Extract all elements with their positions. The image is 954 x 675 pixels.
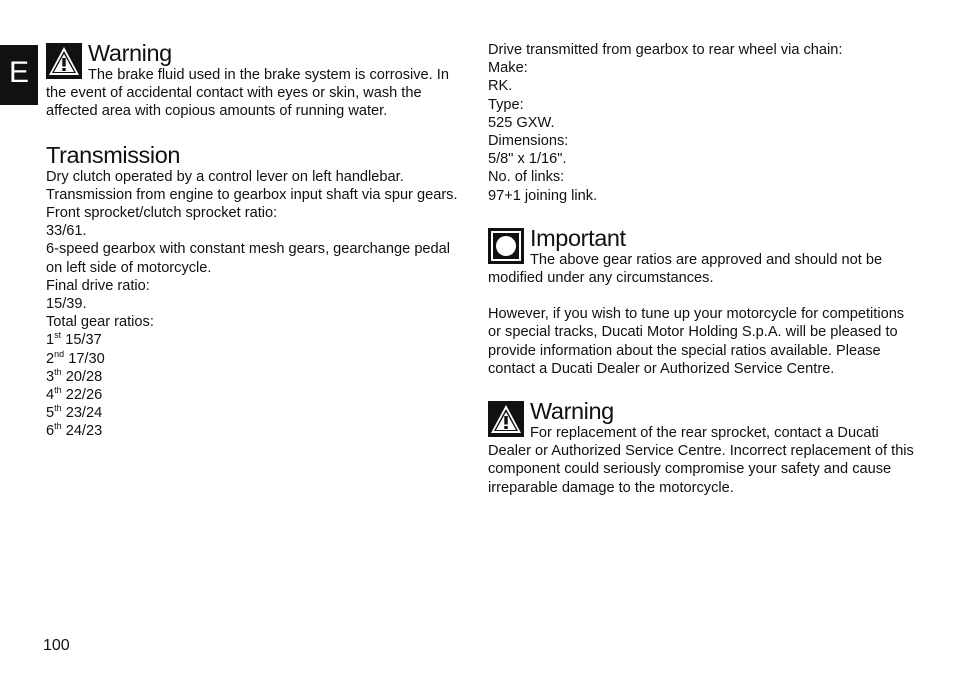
warning-text: For replacement of the rear sprocket, contact a Ducati Dealer or Authorized Service Centre. Incorrect replacement of this component could seriously compromise your safety and cause irreparable damage to the motorcycle. xyxy=(488,425,914,496)
chain-line: RK. xyxy=(488,78,513,95)
important-text: The above gear ratios are approved and should not be modified under any circumstances. xyxy=(488,251,883,287)
chain-line: Type: xyxy=(488,96,524,113)
transmission-line: Total gear ratios: xyxy=(46,314,154,331)
gear-ratio-row: 5th 23/24 xyxy=(46,403,103,422)
page-number: 100 xyxy=(43,637,70,654)
transmission-line: Dry clutch operated by a control lever on left handlebar. xyxy=(46,168,404,185)
chain-line: Dimensions: xyxy=(488,133,569,150)
chain-line: No. of links: xyxy=(488,169,565,186)
section-tab: E xyxy=(0,45,38,105)
transmission-line: Transmission from engine to gearbox input shaft via spur gears. xyxy=(46,186,458,203)
chain-line: Make: xyxy=(488,60,528,77)
important-title: Important xyxy=(530,224,626,251)
warning-title: Warning xyxy=(530,398,614,425)
transmission-line: Front sprocket/clutch sprocket ratio: xyxy=(46,205,278,222)
right-column xyxy=(488,41,914,497)
left-column xyxy=(46,40,470,441)
important-followup: However, if you wish to tune up your motorcycle for competitions or special tracks, Ducati Motor Holding S.p.A. will be pleased to provide information about the special ratios available. Please contact a Ducati Dealer or Authorized Service Centre. xyxy=(488,306,905,377)
transmission-section xyxy=(46,142,470,441)
gear-ratio-row: 6th 24/23 xyxy=(46,421,103,440)
warning-rear-sprocket xyxy=(488,398,914,497)
important-circle-icon xyxy=(488,228,524,264)
warning-triangle-icon xyxy=(488,401,524,437)
important-note xyxy=(488,225,914,378)
gear-ratio-row: 4th 22/26 xyxy=(46,385,103,404)
warning-triangle-icon xyxy=(46,43,82,79)
warning-brake-fluid xyxy=(46,40,470,121)
chain-spec xyxy=(488,41,914,205)
chain-line: 97+1 joining link. xyxy=(488,187,598,204)
transmission-line: Final drive ratio: xyxy=(46,277,150,294)
transmission-title: Transmission xyxy=(46,141,181,168)
gear-ratio-row: 2nd 17/30 xyxy=(46,348,105,367)
transmission-line: 6-speed gearbox with constant mesh gears, gearchange pedal on left side of motorcycle. xyxy=(46,241,451,276)
chain-line: 5/8" x 1/16". xyxy=(488,151,567,168)
gear-ratio-row: 1st 15/37 xyxy=(46,330,102,349)
warning-text: The brake fluid used in the brake system is corrosive. In the event of accidental contact with eyes or skin, wash the affected area with copious amounts of running water. xyxy=(46,67,449,120)
warning-title: Warning xyxy=(88,40,172,66)
gear-ratio-row: 3th 20/28 xyxy=(46,366,103,385)
chain-line: 525 GXW. xyxy=(488,114,555,131)
chain-line: Drive transmitted from gearbox to rear wheel via chain: xyxy=(488,42,843,58)
transmission-line: 15/39. xyxy=(46,296,87,313)
transmission-line: 33/61. xyxy=(46,223,87,240)
